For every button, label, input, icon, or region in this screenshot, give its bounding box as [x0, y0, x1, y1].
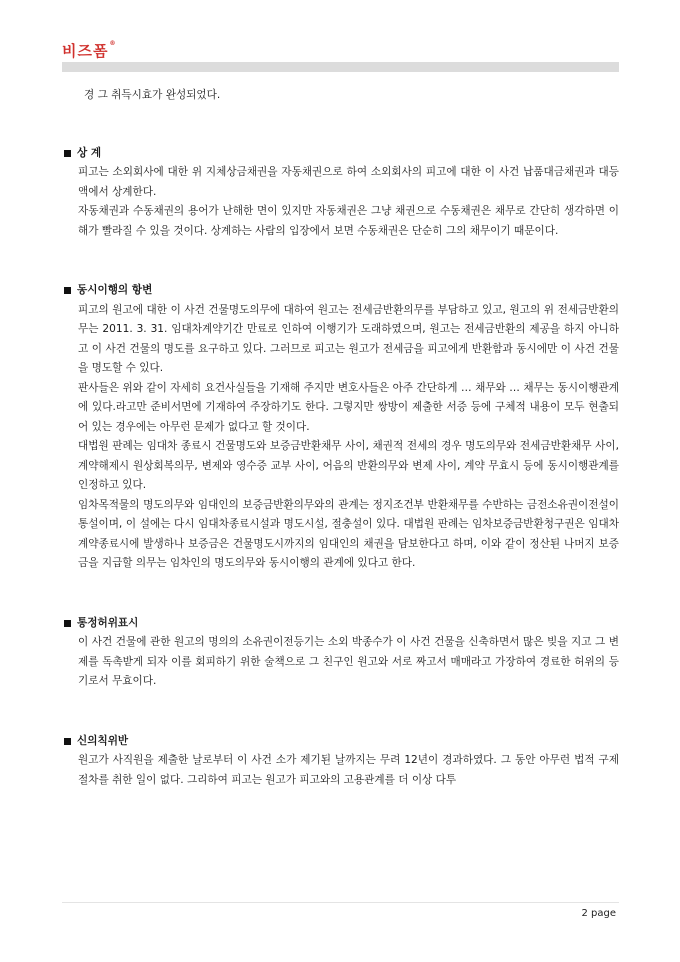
section-good-faith-violation [62, 732, 619, 791]
section-title: 신의칙위반 [62, 732, 619, 752]
square-bullet-icon [64, 738, 71, 745]
paragraph: 피고는 소외회사에 대한 위 지체상금채권을 자동채권으로 하여 소외회사의 피고에 대한 이 사건 납품대금채권과 대등액에서 상계한다. [78, 166, 619, 198]
registered-mark: ® [109, 40, 117, 47]
section-title: 상 계 [62, 144, 619, 164]
page-number: 2 page [581, 908, 616, 919]
document-body [62, 86, 619, 790]
paragraph: 이 사건 건물에 관한 원고의 명의의 소유권이전등기는 소외 박종수가 이 사건 건물을 신축하면서 많은 빚을 지고 그 변제를 독촉받게 되자 이를 회피하기 위한 술책으로 그 친구인 원고와 서로 짜고서 매매라고 가장하여 경료한 허위의 등기로서 무효이다. [78, 636, 619, 687]
section-title: 통정허위표시 [62, 614, 619, 634]
paragraph: 피고의 원고에 대한 이 사건 건물명도의무에 대하여 원고는 전세금반환의무를 부담하고 있고, 원고의 위 전세금반환의무는 2011. 3. 31. 임대차계약기간 만료로 인하여 이행기가 도래하였으며, 원고는 전세금반환의 제공을 하지 아니하고 이 사건 건물의 명도를 요구하고 있다. 그러므로 피고는 원고가 전세금을 피고에게 반환함과 동시에만 이 사건 건물을 명도할 수 있다. [78, 303, 619, 374]
section-false-declaration [62, 614, 619, 692]
section-title: 동시이행의 항변 [62, 281, 619, 301]
paragraph: 원고가 사직원을 제출한 날로부터 이 사건 소가 제기된 날까지는 무려 12년이 경과하였다. 그 동안 아무런 법적 구제절차를 취한 일이 없다. 그리하여 피고는 원고가 피고와의 고용관계를 더 이상 다투 [78, 754, 619, 786]
footer-divider [62, 902, 619, 903]
paragraph: 자동채권과 수동채권의 용어가 난해한 면이 있지만 자동채권은 그냥 채권으로 수동채권은 채무로 간단히 생각하면 이해가 빨라질 수 있을 것이다. 상계하는 사람의 입장에서 보면 수동채권은 단순히 그의 채무이기 때문이다. [78, 205, 619, 237]
square-bullet-icon [64, 150, 71, 157]
paragraph: 대법원 판례는 임대차 종료시 건물명도와 보증금반환채무 사이, 채권적 전세의 경우 명도의무와 전세금반환채무 사이, 계약해제시 원상회복의무, 변제와 영수증 교부 사이, 어음의 반환의무와 변제 사이, 계약 무효시 등에 동시이행관계를 인정하고 있다. [78, 440, 619, 491]
section-setoff [62, 144, 619, 242]
square-bullet-icon [64, 620, 71, 627]
header-bar [62, 62, 619, 72]
paragraph: 임차목적물의 명도의무와 임대인의 보증금반환의무와의 관계는 정지조건부 반환채무를 수반하는 금전소유권이전설이 통설이며, 이 설에는 다시 임대차종료시설과 명도시설, 절충설이 있다. 대법원 판례는 임차보증금반환청구권은 임대차계약종료시에 발생하나 보증금은 건물명도시까지의 임대인의 채권을 담보한다고 하며, 이와 같이 정산된 나머지 보증금을 지급할 의무는 임차인의 명도의무와 동시이행의 관계에 있다고 한다. [78, 498, 619, 569]
paragraph: 판사들은 위와 같이 자세히 요건사실들을 기재해 주지만 변호사들은 아주 간단하게 … 채무와 … 채무는 동시이행관계에 있다.라고만 준비서면에 기재하여 주장하기도 한다. 그렇지만 쌍방이 제출한 서증 등에 구체적 내용이 모두 현출되어 있는 경우에는 아무런 문제가 없다고 할 것이다. [78, 381, 619, 433]
square-bullet-icon [64, 287, 71, 294]
bizform-logo: 비즈폼® [62, 40, 117, 60]
continuation-text: 경 그 취득시효가 완성되었다. [84, 89, 221, 101]
section-simultaneous-performance [62, 281, 619, 574]
